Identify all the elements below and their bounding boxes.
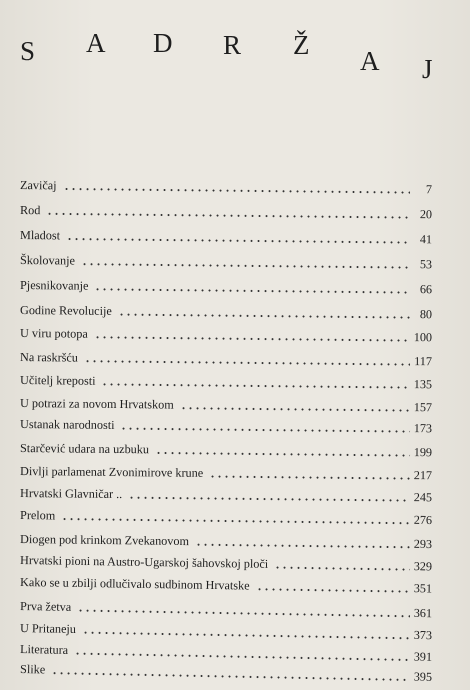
dot-leader bbox=[63, 187, 410, 194]
toc-entry bbox=[20, 392, 432, 414]
toc-entry-page: 135 bbox=[413, 377, 433, 392]
toc-entry-title: Školovanje bbox=[20, 253, 75, 268]
toc-entry-title: Divlji parlamenat Zvonimirove krune bbox=[20, 464, 204, 480]
dot-leader bbox=[94, 336, 410, 342]
title-letter: A bbox=[360, 46, 380, 76]
toc-entry-title: Hrvatski pioni na Austro-Ugarskoj šahovskoj ploči bbox=[20, 553, 269, 571]
toc-entry-page: 53 bbox=[419, 257, 433, 272]
toc-entry bbox=[20, 224, 432, 246]
toc-entry-page: 41 bbox=[419, 232, 433, 247]
toc-entry-title: Rod bbox=[20, 203, 41, 218]
toc-entry-title: Kako se u zbilji odlučivalo sudbinom Hrvatske bbox=[20, 575, 250, 593]
toc-entry-page: 66 bbox=[419, 282, 433, 297]
toc-entry-page: 361 bbox=[413, 605, 433, 621]
toc-entry-page: 391 bbox=[413, 649, 433, 664]
toc-entry bbox=[20, 369, 432, 391]
toc-entry-page: 7 bbox=[425, 182, 433, 197]
dot-leader bbox=[209, 475, 410, 480]
toc-entry-page: 217 bbox=[413, 468, 433, 483]
title-letter: R bbox=[223, 30, 242, 60]
toc-entry bbox=[20, 322, 432, 344]
toc-entry bbox=[20, 504, 432, 527]
toc-entry bbox=[20, 346, 432, 368]
dot-leader bbox=[46, 212, 410, 219]
dot-leader bbox=[77, 609, 410, 618]
toc-entry bbox=[20, 174, 432, 196]
toc-entry-title: Na raskršću bbox=[20, 350, 79, 365]
toc-entry-page: 276 bbox=[413, 512, 433, 528]
toc-entry-title: Prva žetva bbox=[20, 599, 72, 614]
toc-entry-title: Godine Revolucije bbox=[20, 303, 112, 318]
dot-leader bbox=[195, 543, 410, 549]
toc-entry bbox=[20, 549, 432, 573]
toc-entry-page: 173 bbox=[413, 421, 433, 436]
dot-leader bbox=[128, 496, 410, 502]
dot-leader bbox=[180, 407, 410, 412]
dot-leader bbox=[102, 383, 410, 389]
dot-leader bbox=[51, 672, 410, 682]
toc-entry-page: 199 bbox=[413, 445, 433, 460]
toc-entry bbox=[20, 571, 432, 595]
title-letter: A bbox=[86, 28, 106, 58]
toc-entry-page: 245 bbox=[413, 490, 433, 505]
dot-leader bbox=[66, 237, 410, 244]
dot-leader bbox=[82, 631, 410, 640]
dot-leader bbox=[118, 313, 410, 319]
toc-entry-page: 293 bbox=[413, 536, 433, 552]
dot-leader bbox=[155, 451, 410, 457]
dot-leader bbox=[274, 566, 410, 571]
toc-entry-page: 117 bbox=[414, 354, 433, 369]
dot-leader bbox=[61, 518, 410, 525]
toc-entry-page: 20 bbox=[419, 207, 433, 222]
toc-entry bbox=[20, 595, 432, 620]
toc-entry-title: U potrazi za novom Hrvatskom bbox=[20, 396, 174, 412]
toc-entry bbox=[20, 249, 432, 271]
toc-entry-title: Literatura bbox=[20, 642, 69, 657]
dot-leader bbox=[94, 288, 410, 294]
toc-entry-title: Starčević udara na uzbuku bbox=[20, 441, 150, 457]
toc-entry-title: Mladost bbox=[20, 228, 61, 243]
toc-entry bbox=[20, 482, 432, 504]
toc-entry bbox=[20, 199, 432, 221]
toc-entry bbox=[20, 528, 432, 551]
toc-entry-title: Pjesnikovanje bbox=[20, 278, 89, 293]
toc-entry-title: Slike bbox=[20, 662, 46, 677]
toc-entry-page: 395 bbox=[413, 669, 433, 684]
title-letter: S bbox=[20, 36, 36, 66]
dot-leader bbox=[84, 360, 410, 366]
toc-entry bbox=[20, 299, 432, 321]
toc-entry-page: 100 bbox=[413, 330, 433, 345]
title-letter: D bbox=[153, 28, 173, 58]
dot-leader bbox=[81, 263, 410, 269]
toc-entry-page: 157 bbox=[413, 400, 433, 415]
toc-entry-page: 351 bbox=[413, 581, 433, 596]
toc-entry-title: Hrvatski Glavničar .. bbox=[20, 486, 123, 502]
toc-entry bbox=[20, 437, 432, 459]
toc-entry-title: Učitelj kreposti bbox=[20, 373, 96, 388]
toc-entry bbox=[20, 460, 432, 482]
title-letter: Ž bbox=[293, 30, 310, 60]
toc-entry bbox=[20, 413, 432, 435]
toc-entry-title: U viru potopa bbox=[20, 326, 88, 341]
toc-entry-page: 80 bbox=[419, 307, 433, 322]
toc-entry-title: Prelom bbox=[20, 508, 56, 523]
title-letter: J bbox=[422, 54, 433, 84]
toc-entry bbox=[20, 274, 432, 296]
toc-entry-page: 329 bbox=[413, 559, 433, 574]
toc-entry-title: Ustanak narodnosti bbox=[20, 417, 115, 432]
toc-entry-title: Diogen pod krinkom Zvekanovom bbox=[20, 532, 190, 549]
dot-leader bbox=[120, 427, 409, 433]
toc-entry-title: U Pritaneju bbox=[20, 621, 77, 636]
dot-leader bbox=[256, 588, 410, 593]
toc-entry-title: Zavičaj bbox=[20, 178, 57, 193]
toc-entry-page: 373 bbox=[413, 627, 433, 643]
